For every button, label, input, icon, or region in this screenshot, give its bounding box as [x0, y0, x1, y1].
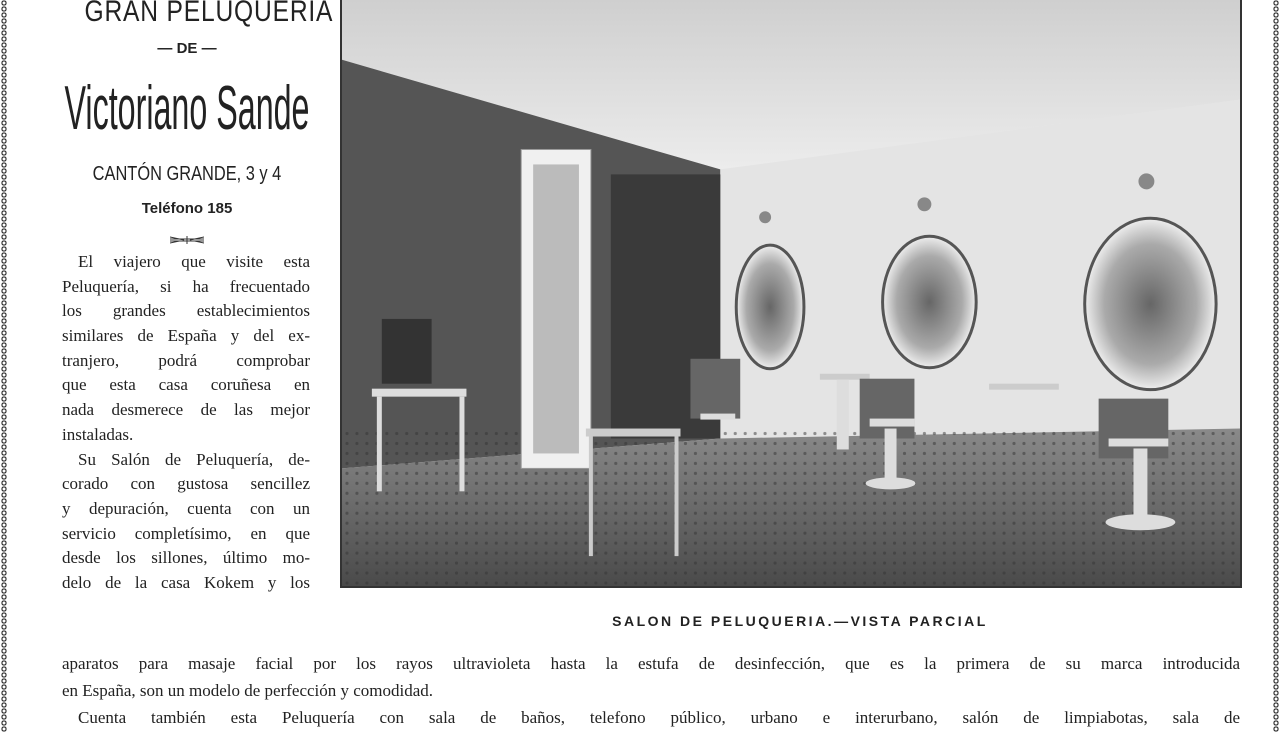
phone: Teléfono 185: [141, 200, 233, 217]
text-line: servicio completísimo, en que: [62, 523, 310, 543]
text-line: los grandes establecimientos: [62, 301, 310, 321]
owner-name: Victoriano Sande: [64, 74, 310, 143]
text-line: El viajero que visite esta: [78, 252, 310, 271]
ad-connector: — DE —: [157, 40, 217, 57]
bottom-text: [62, 650, 1240, 731]
text-line: y depuración, cuenta con un: [62, 498, 310, 518]
text-line: instaladas.: [62, 424, 134, 444]
text-line: Cuenta también esta Peluquería con sala de baños, telefono público, urbano e interurbano, salón de limpiabotas, sala de: [78, 708, 1240, 727]
text-line: delo de la casa Kokem y los: [62, 572, 310, 592]
text-line: Peluquería, si ha frecuentado: [62, 276, 310, 296]
text-line: nada desmerece de las mejor: [62, 400, 310, 420]
text-line: similares de España y del ex-: [62, 326, 310, 346]
salon-photo: [340, 0, 1242, 588]
decorative-border-left: [1, 0, 7, 732]
text-line: que esta casa coruñesa en: [62, 375, 310, 395]
text-line: aparatos para masaje facial por los rayos ultravioleta hasta la estufa de desinfección, que es la primera de su marca introducida: [62, 654, 1240, 673]
text-line: en España, son un modelo de perfección y comodidad.: [62, 681, 434, 700]
text-column: [62, 250, 310, 596]
photo-caption: SALON DE PELUQUERIA.—VISTA PARCIAL: [612, 613, 988, 629]
text-line: tranjero, podrá comprobar: [62, 350, 310, 370]
text-line: corado con gustosa sencillez: [62, 474, 310, 494]
ad-title: GRAN PELUQUERIA: [84, 0, 334, 28]
text-line: Su Salón de Peluquería, de-: [78, 449, 310, 469]
ornament-icon: [170, 236, 204, 244]
address: CANTÓN GRANDE, 3 y 4: [92, 163, 282, 185]
text-line: desde los sillones, último mo-: [62, 548, 310, 568]
decorative-border-right: [1273, 0, 1279, 732]
